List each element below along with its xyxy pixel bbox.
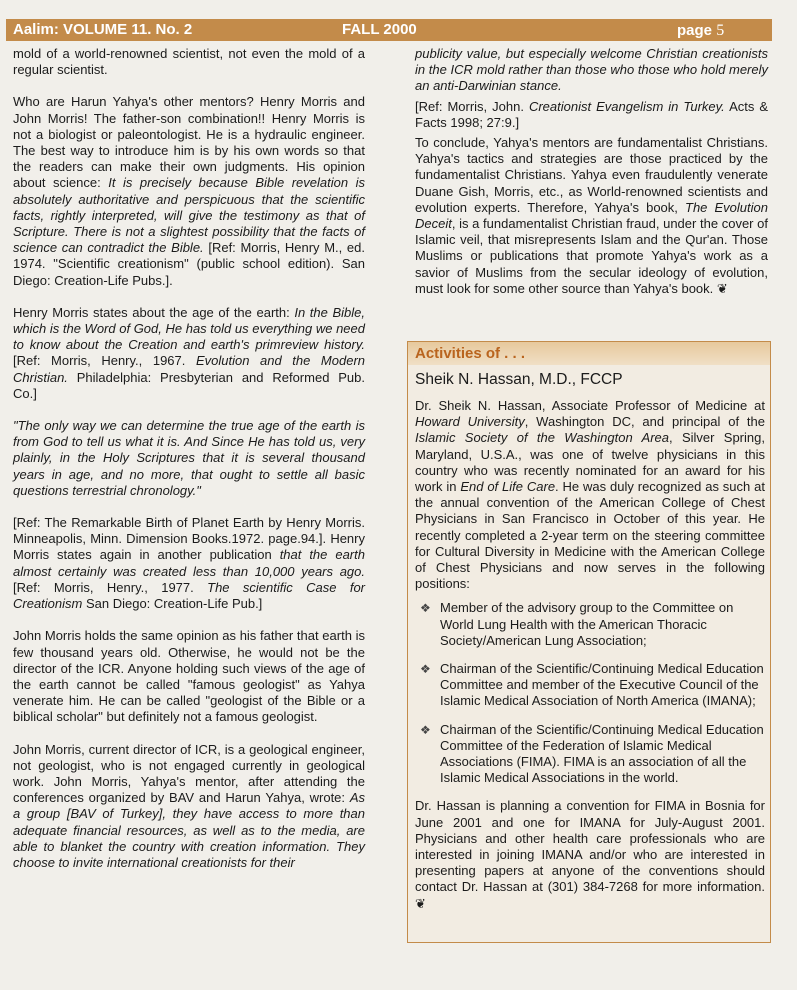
list-item: ❖ Chairman of the Scientific/Continuing Medical Education Committee and member of the Executive Council of the Islamic Medical Association of North America (IMANA); xyxy=(420,661,764,709)
diamond-bullet-icon: ❖ xyxy=(420,662,431,677)
diamond-bullet-icon: ❖ xyxy=(420,722,431,737)
diamond-bullet-icon: ❖ xyxy=(420,601,431,616)
end-mark-icon: ❦ xyxy=(716,280,728,296)
publication-volume: Aalim: VOLUME 11. No. 2 xyxy=(13,21,193,38)
paragraph: John Morris, current director of ICR, is a geological engineer, not geologist, who is not engaged currently in geological work. John Morris, Yahya's mentor, after attending the conferences organized by BAV and Harun Yahya, wrote: As a group [BAV of Turkey], they have access to more than adequate financial resources, as well as to the media, are able to blanket the country with creation information. They choose to invite international creationists for their xyxy=(13,741,365,870)
right-column xyxy=(415,46,768,313)
activities-intro: Dr. Sheik N. Hassan, Associate Professor of Medicine at Howard University, Washington DC, and principal of the Islamic Society of the Washington Area, Silver Spring, Maryland, U.S.A., was one of twelve physicians in this country who was recently nominated for an award for his work in End of Life Care. He was duly recognized as such at the annual convention of the American College of Chest Physicians in San Francisco in October of this year. He recently completed a 2-year term on the steering committee for Cultural Diversity in Medicine with the American College of Chest Physicians and now serves in the following positions: xyxy=(415,398,765,592)
reference: [Ref: Morris, John. Creationist Evangelism in Turkey. Acts & Facts 1998; 27:9.] xyxy=(415,98,769,130)
activities-box xyxy=(407,341,771,943)
quotation: "The only way we can determine the true age of the earth is from God to tell us what it is. And Since He has told us, very plainly, in the Holy Scriptures that it is several thousand years in age, and no more, that ought to settle all basic questions terrestrial chronology." xyxy=(13,418,365,498)
paragraph: John Morris holds the same opinion as his father that earth is few thousand years old. Otherwise, he would not be the director of the ICR. Anyone holding such views of the age of the earth cannot be called "famous geologist" as Yahya venerate him. He can be called "geologist of the Bible or a biblical scholar" but definitely not a famous geologist. xyxy=(13,628,365,725)
paragraph: Henry Morris states about the age of the earth: In the Bible, which is the Word of God, He has told us everything we need to know about the Creation and earth's primreview history. [Ref: Morris, Henry., 1967. Evolution and the Modern Christian. Philadelphia: Presbyterian and Reformed Pub. Co.] xyxy=(13,304,366,401)
publication-season: FALL 2000 xyxy=(342,21,417,38)
activities-closing: Dr. Hassan is planning a convention for FIMA in Bosnia for June 2001 and one for IMANA for July-August 2001. Physicians and other health care professionals who are interested in joining IMANA and/or who are interested in presenting papers at anyone of the conventions should contact Dr. Hassan at (301) 384-7268 for more information. ❦ xyxy=(415,798,765,911)
paragraph: [Ref: The Remarkable Birth of Planet Earth by Henry Morris. Minneapolis, Minn. Dimension Books.1972. page.94.]. Henry Morris states again in another publication that the earth almost certainly was created less than 10,000 years ago. [Ref: Morris, Henry., 1977. The scientific Case for Creationism San Diego: Creation-Life Pub.] xyxy=(13,515,365,612)
list-item: ❖ Member of the advisory group to the Committee on World Lung Health with the American Thoracic Society/American Lung Association; xyxy=(420,600,734,648)
paragraph: Who are Harun Yahya's other mentors? Henry Morris and John Morris! The father-son combination!! Henry Morris is not a biologist or paleontologist. He is a hydraulic engineer. The best way to introduce him is by his own words so that the readers can make their own judgments. His opinion about science: It is precisely because Bible revelation is absolutely authoritative and perspicuous that the scientific facts, rightly interpreted, will give the testimony as that of Scripture. There is not a slightest possibility that the facts of science can contradict the Bible. [Ref: Morris, Henry M., ed. 1974. "Scientific creationism" (public school edition). San Diego: Creation-Life Pubs.]. xyxy=(13,94,365,288)
paragraph: mold of a world-renowned scientist, not even the mold of a regular scientist. xyxy=(13,46,365,78)
left-column xyxy=(13,46,365,887)
page-word: page xyxy=(677,22,713,39)
paragraph: To conclude, Yahya's mentors are fundamentalist Christians. Yahya's tactics and strategies are those practiced by the fundamentalist Christians. Yahya even fraudulently venerate Duane Gish, Morris, etc., as World-renowned scientists and evolution experts. Therefore, Yahya's book, The Evolution Deceit, is a fundamentalist Christian fraud, under the cover of Islamic veil, that misrepresents Islam and the Qur'an. Those Muslims or publications that promote Yahya's work as a savior of Muslims from the secular ideology of evolution, must look for some other source than Yahya's book. ❦ xyxy=(415,135,768,296)
activities-title: Activities of . . . xyxy=(408,342,770,365)
person-name: Sheik N. Hassan, M.D., FCCP xyxy=(415,371,623,388)
page-number: 5 xyxy=(716,22,725,39)
positions-list xyxy=(415,600,765,786)
page-header xyxy=(6,19,772,41)
page-label xyxy=(677,20,724,42)
list-item: ❖ Chairman of the Scientific/Continuing Medical Education Committee of the Federation of Islamic Medical Associations (FIMA). FIMA is an association of all the Islamic Medical Associations in the world. xyxy=(420,721,764,786)
end-mark-icon: ❦ xyxy=(415,895,426,911)
paragraph: publicity value, but especially welcome Christian creationists in the ICR mold rather than those who those who hold merely an anti-Darwinian stance. xyxy=(415,46,768,94)
activities-body xyxy=(415,370,765,920)
